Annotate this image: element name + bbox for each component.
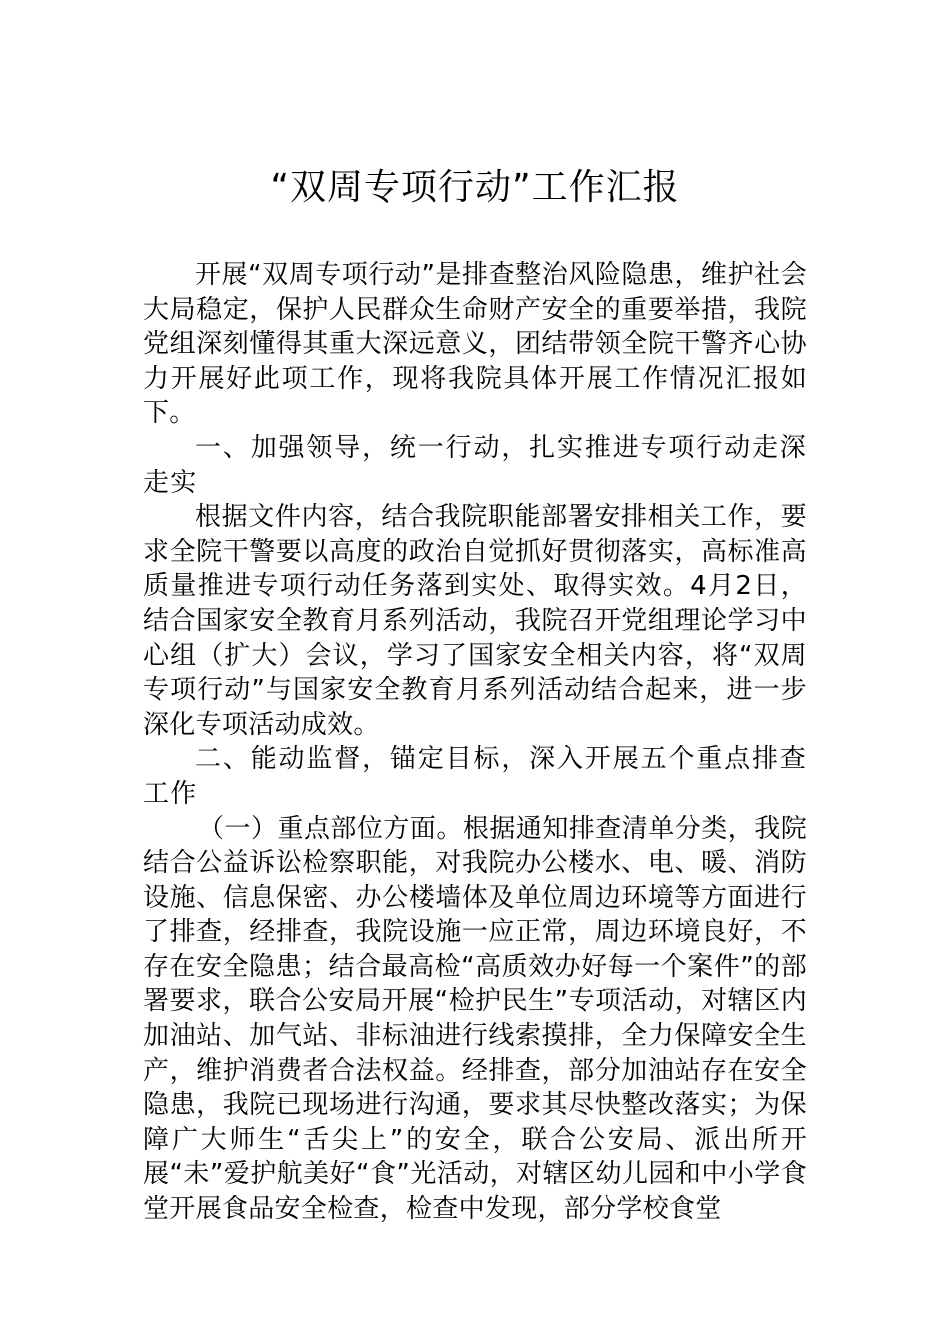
intro-paragraph: 开展“双周专项行动”是排查整治风险隐患，维护社会大局稳定，保护人民群众生命财产安全的重要举措，我院党组深刻懂得其重大深远意义，团结带领全院干警齐心协力开展好此项工作，现将我院具体开展工作情况汇报如下。 (143, 260, 807, 429)
section-2-item-1-paragraph: （一）重点部位方面。根据通知排查清单分类，我院结合公益诉讼检察职能，对我院办公楼水、电、暖、消防设施、信息保密、办公楼墙体及单位周边环境等方面进行了排查，经排查，我院设施一应正常，周边环境良好，不存在安全隐患；结合最高检“高质效办好每一个案件”的部署要求，联合公安局开展“检护民生”专项活动，对辖区内加油站、加气站、非标油进行线索摸排，全力保障安全生产，维护消费者合法权益。经排查，部分加油站存在安全隐患，我院已现场进行沟通，要求其尽快整改落实；为保障广大师生“舌尖上”的安全，联合公安局、派出所开展“未”爱护航美好“食”光活动，对辖区幼儿园和中小学食堂开展食品安全检查，检查中发现，部分学校食堂 (143, 813, 807, 1225)
section-heading-1: 一、加强领导，统一行动，扎实推进专项行动走深走实 (143, 432, 807, 498)
document-body (143, 258, 807, 1227)
section-heading-2: 二、能动监督，锚定目标，深入开展五个重点排查工作 (143, 744, 807, 809)
document-title: “双周专项行动”工作汇报 (270, 167, 680, 208)
section-1-paragraph: 根据文件内容，结合我院职能部署安排相关工作，要求全院干警要以高度的政治自觉抓好贯彻落实，高标准高质量推进专项行动任务落到实处、取得实效。4月2日，结合国家安全教育月系列活动，我院召开党组理论学习中心组（扩大）会议，学习了国家安全相关内容，将“双周专项行动”与国家安全教育月系列活动结合起来，进一步深化专项活动成效。 (143, 502, 807, 740)
